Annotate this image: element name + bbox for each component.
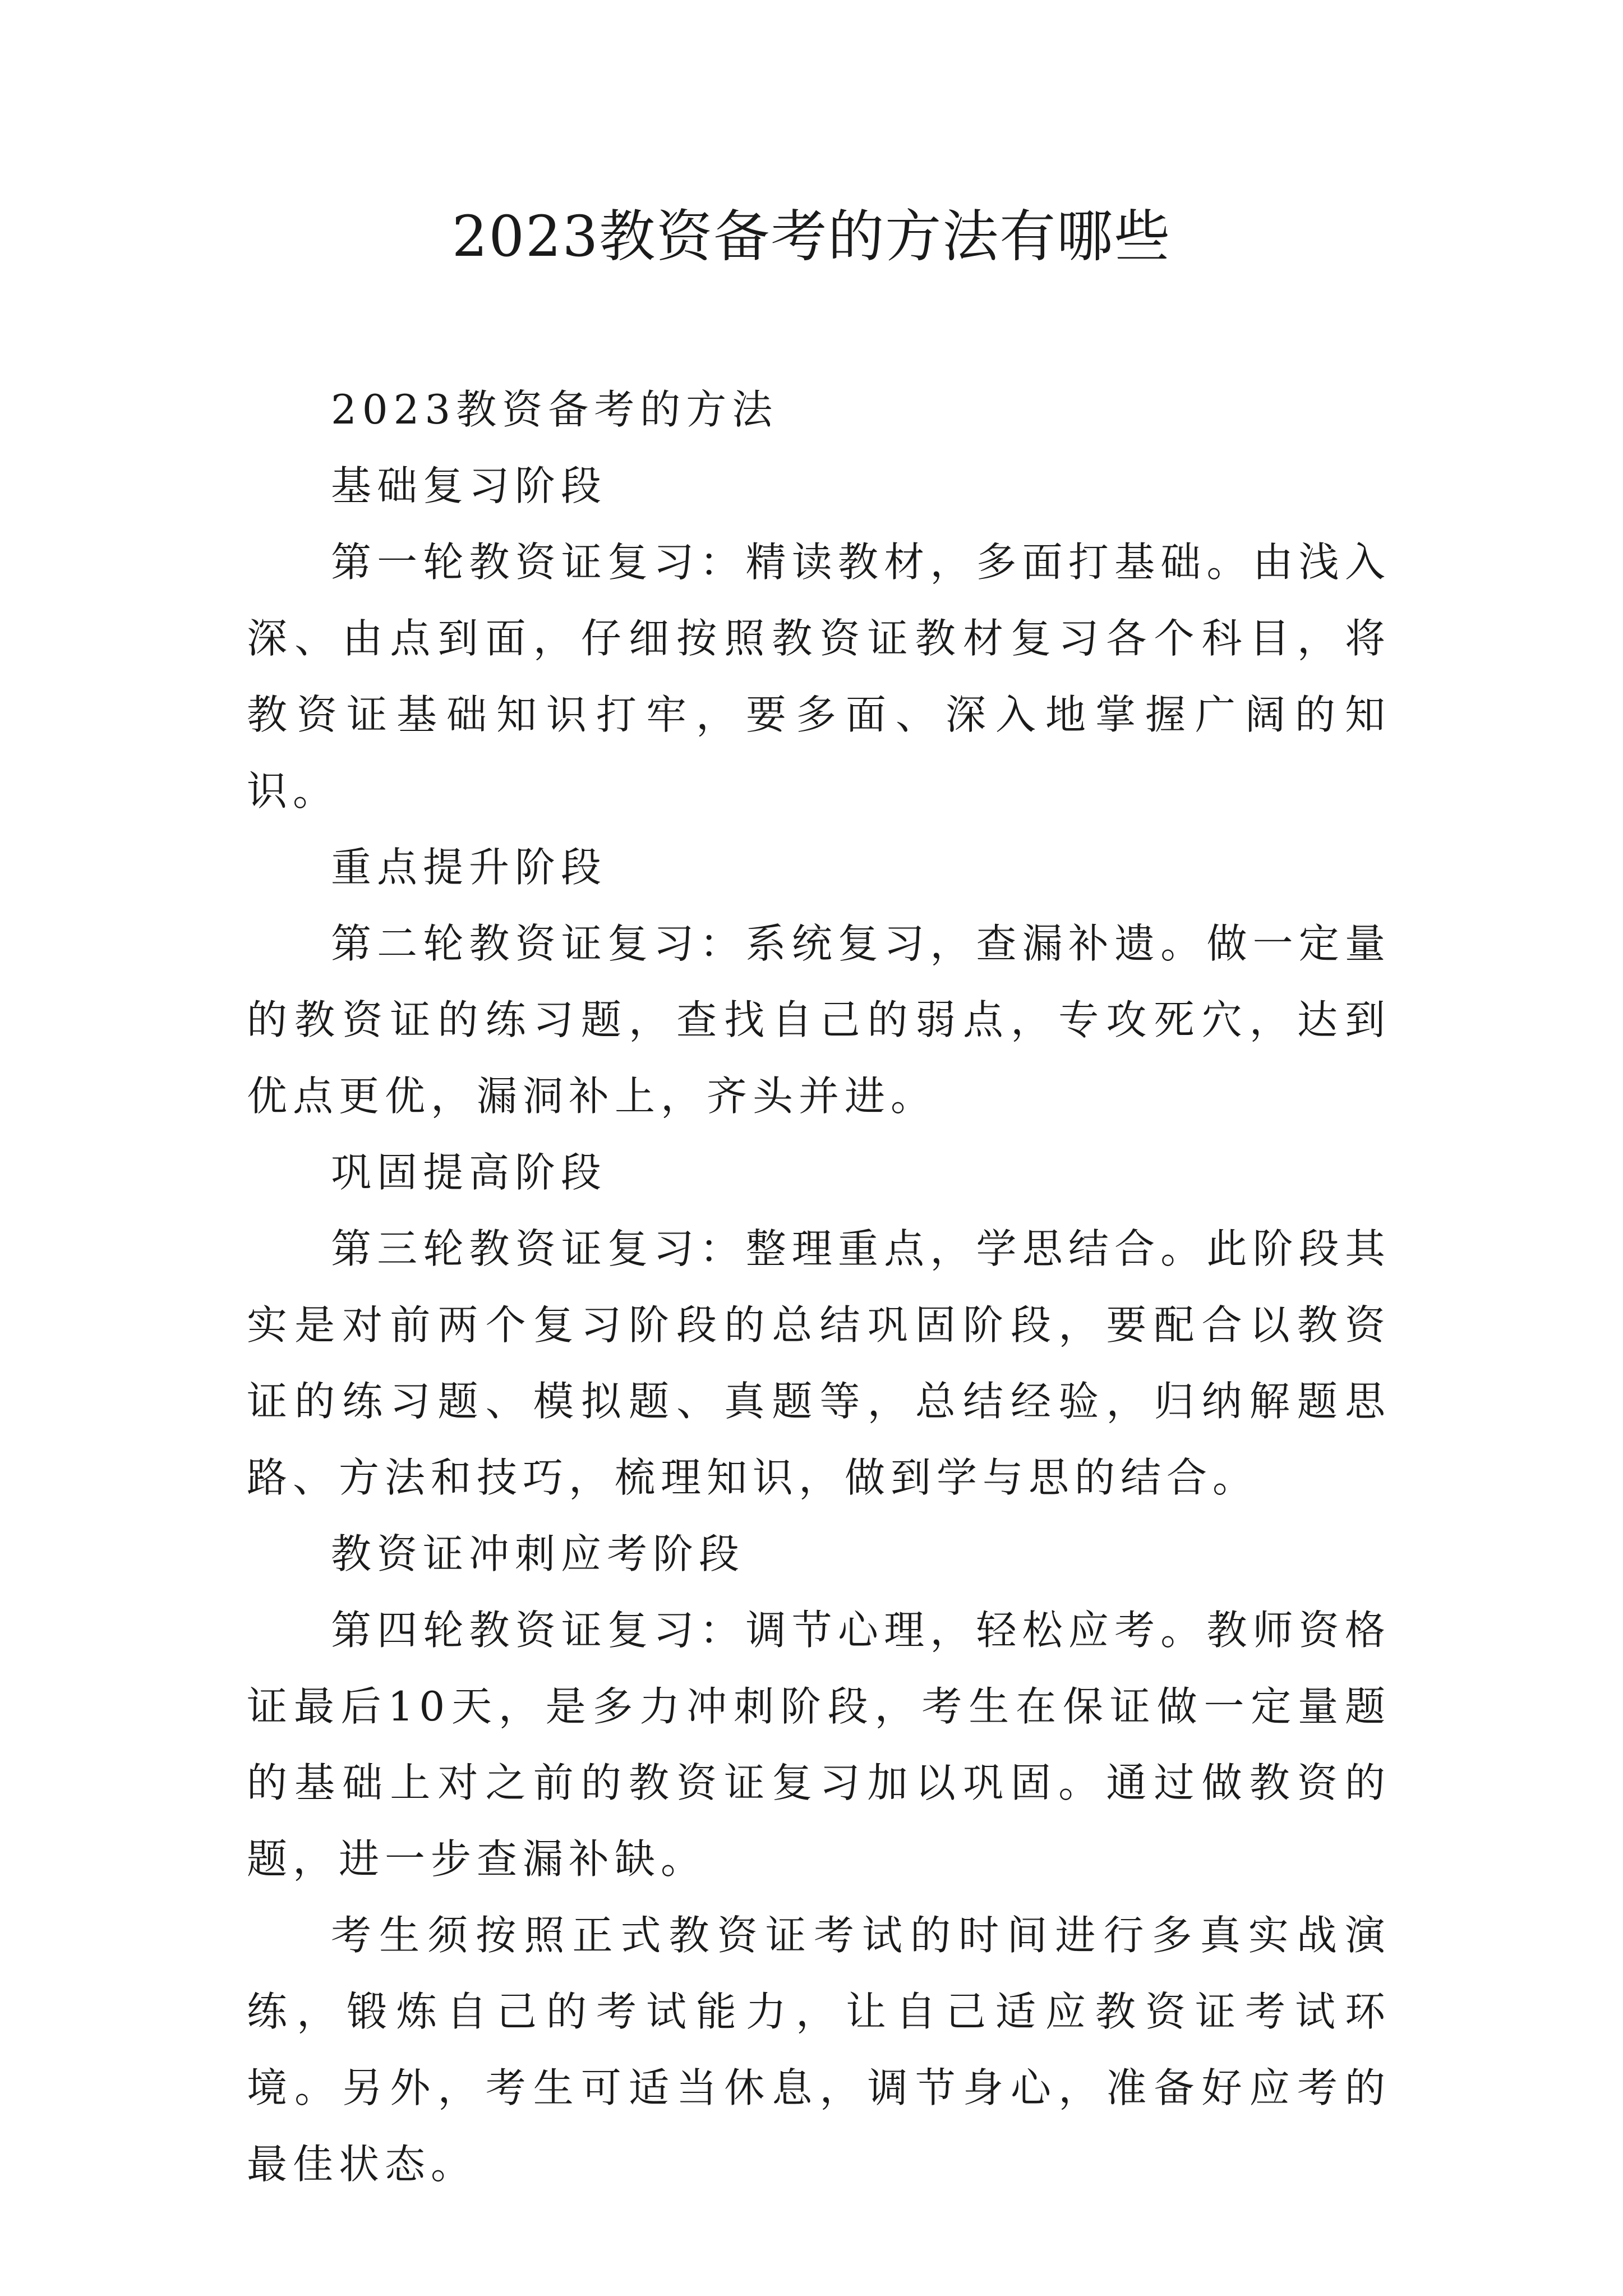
document-title: 2023教资备考的方法有哪些	[451, 204, 1172, 269]
paragraph-round-1: 第一轮教资证复习：精读教材，多面打基础。由浅入深、由点到面，仔细按照教资证教材复习各个科目，将教资证基础知识打牢，要多面、深入地掌握广阔的知识。	[247, 539, 1391, 815]
paragraph-round-3: 第三轮教资证复习：整理重点，学思结合。此阶段其实是对前两个复习阶段的总结巩固阶段，要配合以教资证的练习题、模拟题、真题等，总结经验，归纳解题思路、方法和技巧，梳理知识，做到学与思的结合。	[247, 1225, 1391, 1501]
document-body	[247, 371, 1391, 2202]
paragraph-subtitle: 2023教资备考的方法	[331, 386, 778, 433]
paragraph-section-heading-3: 巩固提高阶段	[331, 1149, 607, 1196]
paragraph-round-4: 第四轮教资证复习：调节心理，轻松应考。教师资格证最后10天，是多力冲刺阶段，考生在保证做一定量题的基础上对之前的教资证复习加以巩固。通过做教资的题，进一步查漏补缺。	[247, 1607, 1391, 1883]
paragraph-section-heading-1: 基础复习阶段	[331, 462, 607, 509]
paragraph-round-2: 第二轮教资证复习：系统复习，查漏补遗。做一定量的教资证的练习题，查找自己的弱点，专攻死穴，达到优点更优，漏洞补上，齐头并进。	[247, 920, 1391, 1120]
paragraph-section-heading-4: 教资证冲刺应考阶段	[331, 1530, 745, 1577]
paragraph-closing: 考生须按照正式教资证考试的时间进行多真实战演练，锻炼自己的考试能力，让自己适应教资证考试环境。另外，考生可适当休息，调节身心，准备好应考的最佳状态。	[247, 1912, 1391, 2188]
paragraph-section-heading-2: 重点提升阶段	[331, 844, 607, 891]
